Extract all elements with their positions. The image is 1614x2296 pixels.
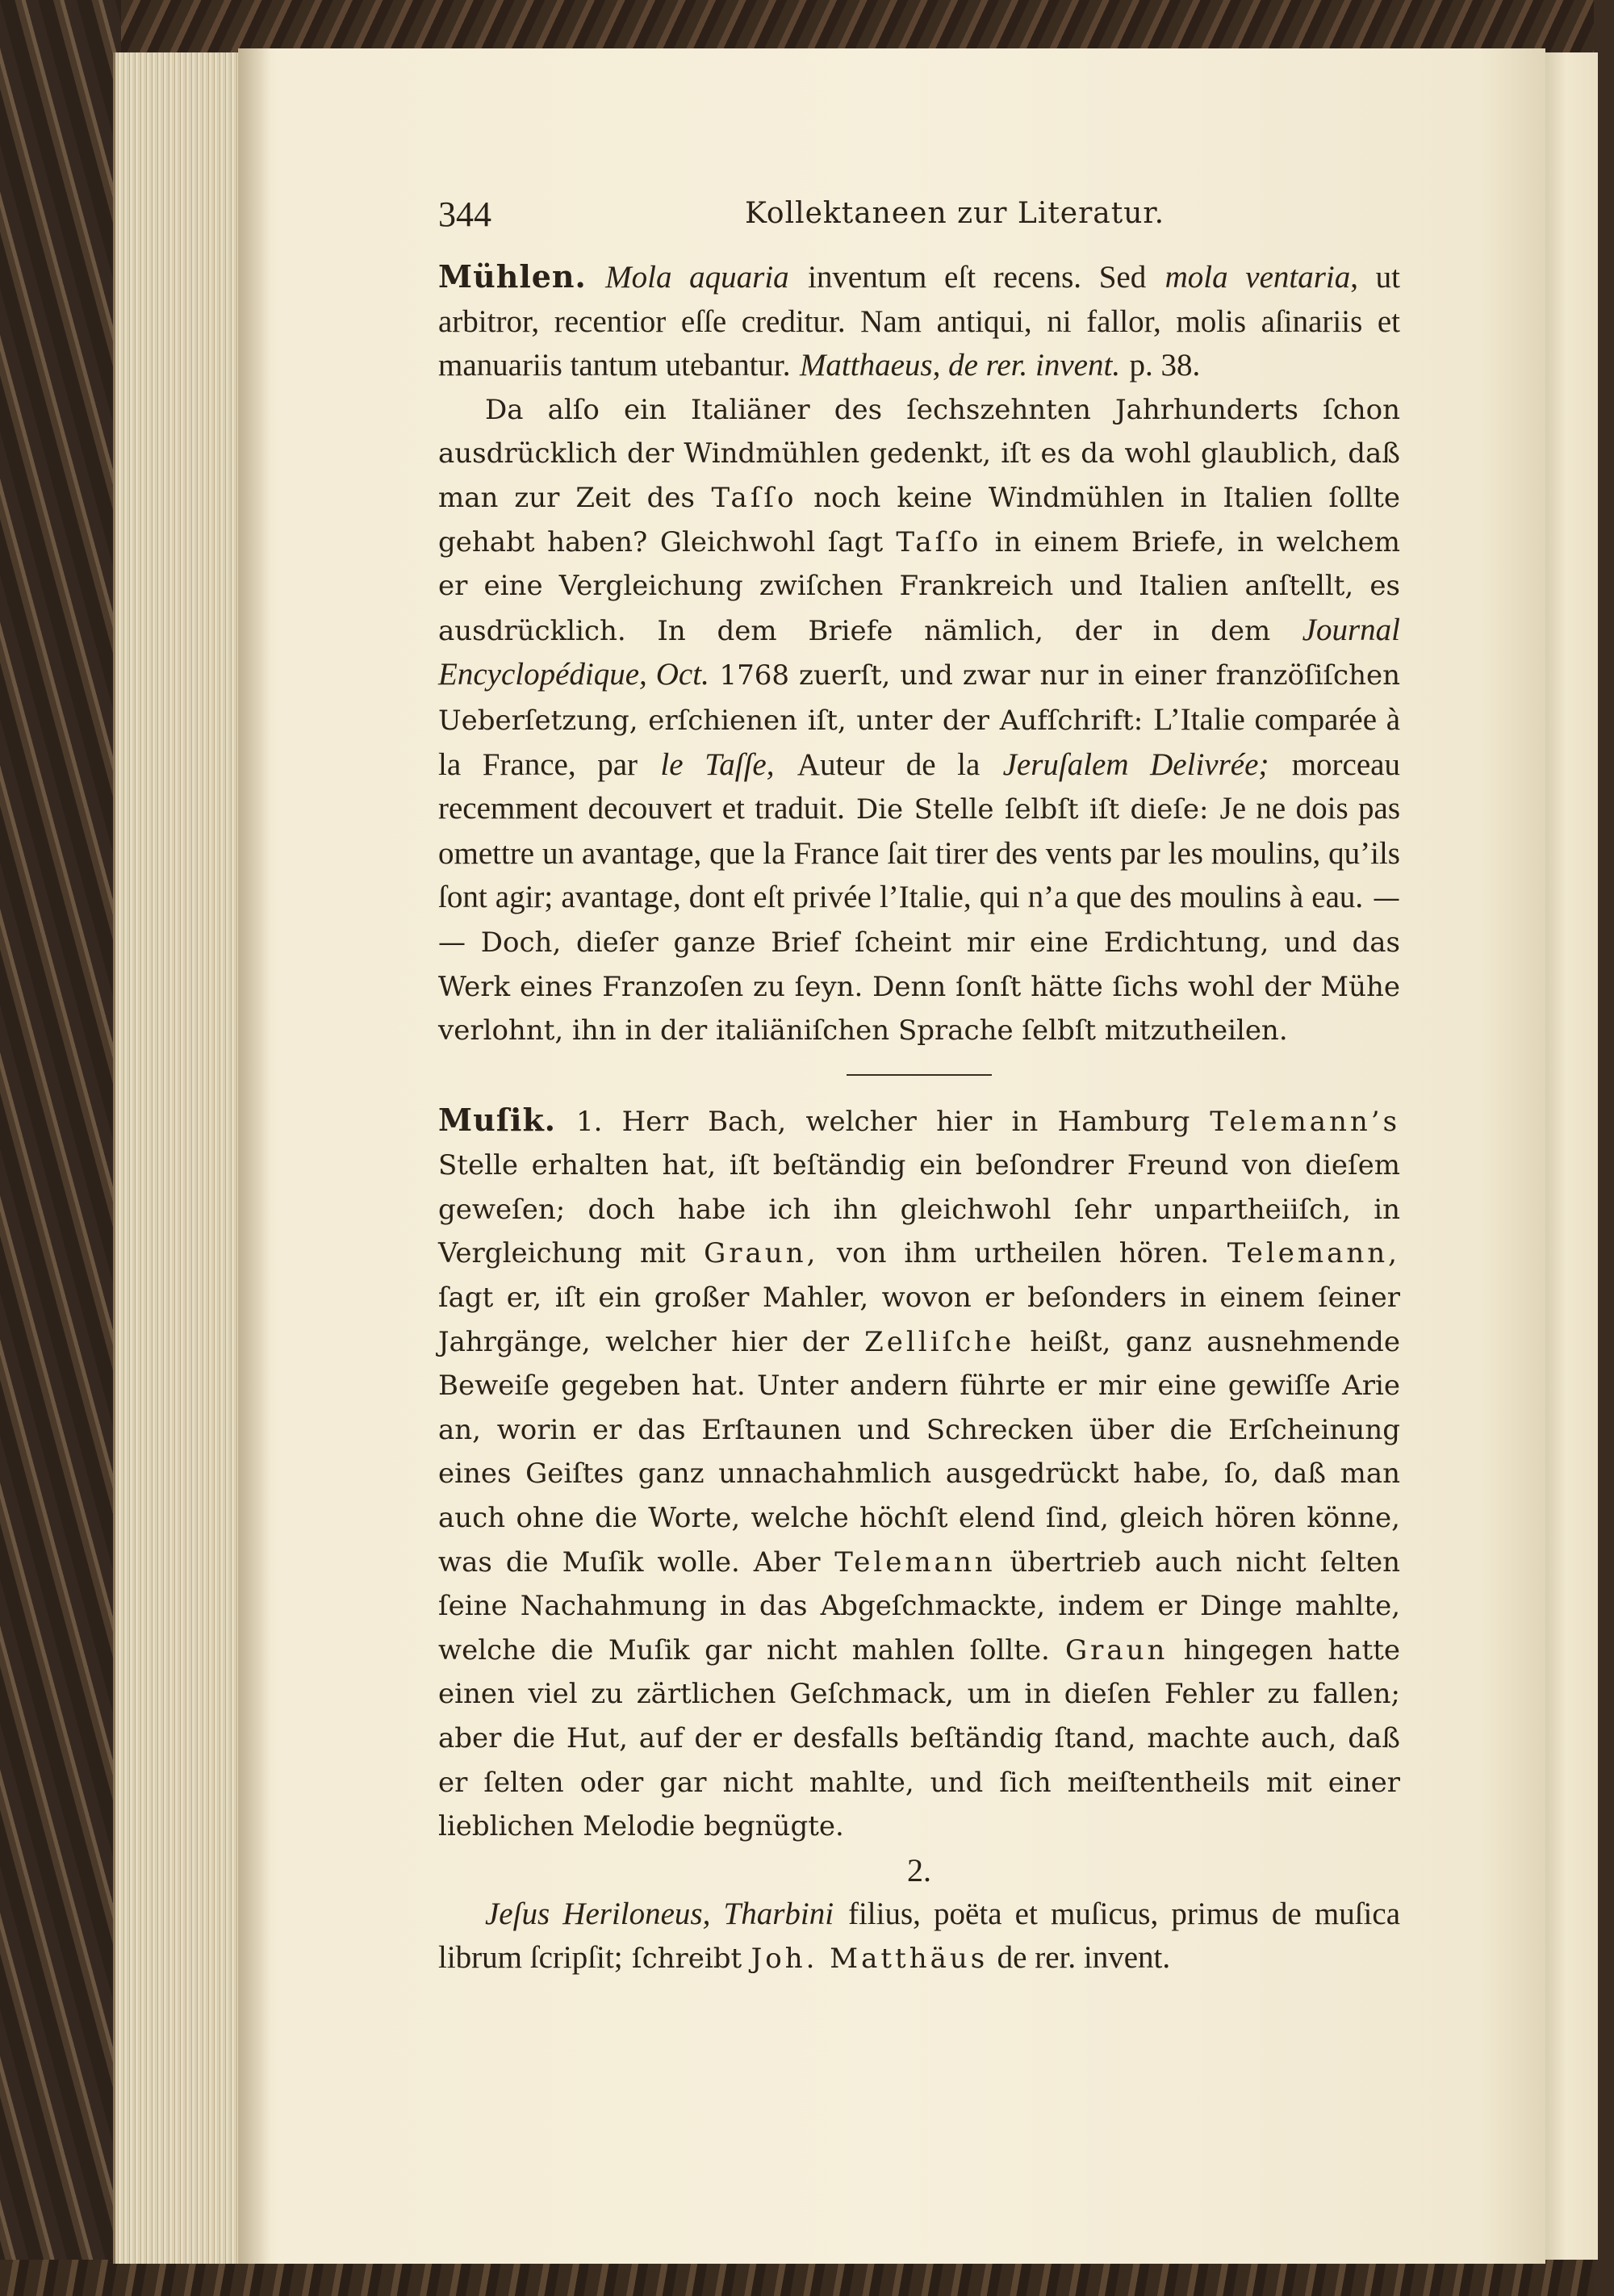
- gutter-shadow: [238, 48, 270, 2264]
- citation: Matthaeus, de rer. invent.: [799, 348, 1121, 383]
- name-graun: Graun,: [704, 1237, 819, 1270]
- citation: de rer. invent.: [997, 1940, 1171, 1976]
- body-text: hingegen hatte einen viel zu zärtlichen Geſchmack, um in dieſen Fehler zu fallen; aber die Hut, auf der er desfalls beſtändig ſtand, machte auch, daß er ſelten oder gar nicht mahlte, und ſich meiſtentheils mit einer lieblichen Melodie begnügte.: [438, 1633, 1400, 1843]
- latin-text: inventum eſt recens. Sed: [808, 260, 1147, 295]
- section-divider: [847, 1074, 992, 1076]
- body-text: in einem Briefe, in welchem er eine Vergleichung zwiſchen Frankreich und Italien anſtellt, es ausdrücklich. In dem Briefe nämlich, der in dem: [438, 525, 1401, 647]
- french-text: Jeruſalem Delivrée;: [1002, 747, 1269, 782]
- name-zellische: Zelliſche: [864, 1325, 1015, 1358]
- book-cover-bottom-edge: [0, 2260, 1614, 2296]
- entry-muehlen-latin: [438, 255, 1400, 388]
- latin-text: filius, poëta et muſicus, primus de muſica librum ſcripſit;: [438, 1896, 1401, 1976]
- page-block-edges: [113, 52, 245, 2264]
- entry-musik-1: [438, 1098, 1400, 1849]
- section-number: 2.: [907, 1851, 931, 1888]
- lemma-musik: Muſik.: [438, 1101, 557, 1138]
- name-graun: Graun: [1064, 1633, 1169, 1667]
- body-text: übertrieb auch nicht ſelten ſeine Nachahmung in das Abgeſchmackte, indem er Dinge mahlte, welche die Muſik gar nicht mahlen ſollte.: [438, 1545, 1401, 1667]
- name-telemann: Telemann,: [1227, 1237, 1400, 1270]
- name-telemann: Telemann: [834, 1545, 996, 1579]
- body-text: noch keine Windmühlen in Italien ſollte gehabt haben? Gleichwohl ſagt: [438, 481, 1401, 558]
- latin-text: Mola aquaria: [605, 260, 789, 295]
- facing-page-edge: [1545, 52, 1598, 2260]
- entry-muehlen-commentary: [438, 388, 1400, 1053]
- body-text: — — Doch, dieſer ganze Brief ſcheint mir eine Erdichtung, und das Werk eines Franzoſen zu ſeyn. Denn ſonſt hätte ſichs wohl der Mühe verlohnt, ihn in der italiäniſchen Sprache ſelbſt mitzutheilen.: [438, 882, 1400, 1048]
- body-text: heißt, ganz ausnehmende Beweiſe gegeben hat. Unter andern führte er mir eine gewiſſe Arie an, worin er das Erſtaunen und Schrecken über die Erſcheinung eines Geiſtes ganz unnachahmlich ausgedrückt habe, ſo, daß man auch ohne die Worte, welche höchſt elend ſind, gleich hören könne, was die Muſik wolle. Aber: [438, 1325, 1400, 1579]
- french-text: L’Italie comparée à la France, par: [438, 701, 1400, 782]
- name-tasso: Taſſo: [896, 525, 982, 558]
- running-title: Kollektaneen zur Literatur.: [745, 197, 1165, 230]
- french-text: le Taſſe,: [660, 747, 775, 782]
- book-cover-left-edge: [0, 0, 121, 2296]
- name-jesus-heriloneus: Jeſus Heriloneus, Tharbini: [485, 1896, 834, 1931]
- french-text: morceau recemment decouvert et traduit.: [438, 747, 1400, 826]
- french-text: Auteur de la: [797, 747, 981, 782]
- body-text: von ihm urtheilen hören.: [836, 1237, 1210, 1270]
- latin-text: mola ventaria: [1165, 260, 1351, 295]
- body-text: 1. Herr Bach, welcher hier in Hamburg: [575, 1105, 1190, 1138]
- name-telemann: Telemann’s: [1210, 1105, 1401, 1138]
- text-block: [438, 194, 1400, 1981]
- name-matthaeus: Joh. Matthäus: [751, 1943, 989, 1976]
- body-text: ſagt er, iſt ein großer Mahler, wovon er beſonders in einem ſeiner Jahrgänge, welcher hier der: [438, 1282, 1400, 1358]
- body-text: Stelle erhalten hat, iſt beſtändig ein beſondrer Freund von dieſem geweſen; doch habe ich ihn gleichwohl ſehr unpartheiiſch, in Vergleichung mit: [438, 1149, 1400, 1270]
- journal-title: Journal Encyclopédique, Oct.: [438, 612, 1400, 692]
- name-tasso: Taſſo: [711, 481, 797, 514]
- body-text: 1768 zuerſt, und zwar nur in einer franzöſiſchen Ueberſetzung, erſchienen iſt, unter der Aufſchrift:: [438, 659, 1400, 737]
- latin-text: , ut arbitror, recentior eſſe creditur. Nam antiqui, ni fallor, molis aſinariis et manuariis tantum utebantur.: [438, 260, 1400, 383]
- french-quotation: Je ne dois pas omettre un avantage, que la France ſait tirer des vents par les moulins, qu’ils ſont agir; avantage, dont eſt privée l’Italie, qui n’a que des moulins à eau.: [438, 791, 1400, 915]
- page-number: 344: [438, 194, 491, 234]
- body-text: ſchreibt: [632, 1943, 742, 1976]
- running-head: [438, 194, 1400, 242]
- body-text: Die Stelle ſelbſt iſt dieſe:: [855, 793, 1209, 826]
- lemma-muehlen: Mühlen.: [438, 258, 587, 295]
- citation-page: p. 38.: [1129, 348, 1201, 383]
- body-text: Da alſo ein Italiäner des ſechszehnten Jahrhunderts ſchon ausdrücklich der Windmühlen gedenkt, iſt es da wohl glaublich, daß man zur Zeit des: [438, 393, 1400, 514]
- entry-musik-2: [438, 1892, 1400, 1981]
